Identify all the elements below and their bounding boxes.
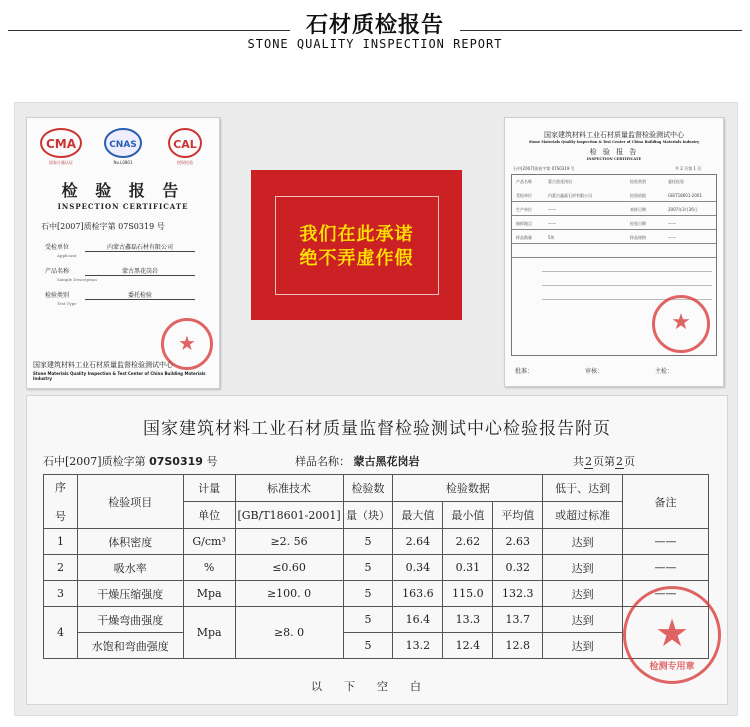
cover-subtitle: INSPECTION CERTIFICATE xyxy=(57,202,189,211)
cma-logo-icon: CMA 国家计量认证 xyxy=(39,126,83,166)
signature-review: 审核： xyxy=(585,368,604,375)
appendix-report-number: 石中[2007]质检字第 07S0319 号 xyxy=(43,455,218,468)
results-table xyxy=(43,474,709,659)
svg-text:CAL: CAL xyxy=(173,138,197,151)
svg-text:CMA: CMA xyxy=(45,137,77,151)
header-seq: 序 号 xyxy=(44,475,78,529)
certification-logos xyxy=(39,126,209,168)
header-std-bottom: [GB/T18601-2001] xyxy=(235,502,343,529)
appendix-title: 国家建筑材料工业石材质量监督检验测试中心检验报告附页 xyxy=(143,419,611,439)
cover-stamp-icon: ★ xyxy=(161,318,213,370)
cal-logo-icon: CAL 授权检验 xyxy=(163,126,207,166)
first-page-org: 国家建筑材料工业石材质量监督检验测试中心 xyxy=(544,131,684,139)
header-data: 检验数据 xyxy=(393,475,543,502)
table-row: 水饱和弯曲强度 5 13.2 12.4 12.8 达到 xyxy=(44,633,709,659)
cnas-logo-icon: CNAS No.L0801 xyxy=(101,126,145,166)
first-page-report-number: 石中[2007]质检字第 07S0319 号 xyxy=(513,166,575,171)
header-unit-top: 计量 xyxy=(183,475,235,502)
cover-row-sample: 产品名称 蒙古黑花岗岩 Sample Description xyxy=(45,266,195,282)
cover-row-test-type: 检验类别 委托检验 Test Type xyxy=(45,290,195,306)
signature-approve: 批准： xyxy=(515,368,534,375)
appendix-sheet xyxy=(26,395,728,705)
header-max: 最大值 xyxy=(393,502,443,529)
header-min: 最小值 xyxy=(443,502,493,529)
table-header-row-1 xyxy=(44,475,709,502)
signature-inspector: 主检： xyxy=(655,368,674,375)
page-title: 石材质检报告 xyxy=(305,13,444,38)
cover-footer-cn: 国家建筑材料工业石材质量监督检验测试中心 xyxy=(33,361,173,369)
header-item: 检验项目 xyxy=(77,475,183,529)
first-page-org-en: Stone Materials Quality Inspection & Test Center of China Building Materials Industry xyxy=(528,140,700,144)
header-remark: 备注 xyxy=(623,475,709,529)
first-page-subtitle: INSPECTION CERTIFICATE xyxy=(586,157,642,161)
promise-line-2: 绝不弄虚作假 xyxy=(299,248,414,269)
first-page-page-count: 共 2 页第 1 页 xyxy=(675,166,702,171)
header-judge-bottom: 或超过标准 xyxy=(543,502,623,529)
promise-banner xyxy=(251,170,462,320)
cover-title: 检 验 报 告 xyxy=(61,181,185,200)
appendix-end-note: 以下空白 xyxy=(311,680,443,693)
table-row: 1 体积密度 G/cm³ ≥2. 56 5 2.64 2.62 2.63 达到 —— xyxy=(44,529,709,555)
first-page-table: 产品名称 蒙古黑花岗岩 检验类别 委托检验 受检单位 内蒙古鑫磊石材有限公司 检验依据 GB/T18601-2001 生产单位 —— 来样日期 2007年3月26日 抽样地点 —— 检验日期 —— 样品数量 5块 样品规格 —— ★ xyxy=(511,174,717,356)
first-page-stamp-icon: ★ xyxy=(652,295,710,353)
certificate-cover xyxy=(26,117,220,389)
header-unit-bottom: 单位 xyxy=(183,502,235,529)
table-row: 2 吸水率 % ≤0.60 5 0.34 0.31 0.32 达到 —— xyxy=(44,555,709,581)
cover-report-number: 石中[2007]质检字第 07S0319 号 xyxy=(41,222,165,231)
header-count-top: 检验数 xyxy=(343,475,393,502)
svg-text:CNAS: CNAS xyxy=(109,140,137,150)
inspection-stamp-icon: ★ 检测专用章 xyxy=(623,586,721,684)
header-count-bottom: 量（块） xyxy=(343,502,393,529)
cover-row-applicant: 受检单位 内蒙古鑫磊石材有限公司 Applicant xyxy=(45,242,195,258)
page-header xyxy=(0,0,750,70)
appendix-page-count: 共2页第2页 xyxy=(573,455,635,468)
first-page-title: 检 验 报 告 xyxy=(589,148,639,156)
header-avg: 平均值 xyxy=(493,502,543,529)
promise-line-1: 我们在此承诺 xyxy=(299,224,414,245)
appendix-sample-name: 样品名称： 蒙古黑花岗岩 xyxy=(295,455,420,468)
table-row: 3 干燥压缩强度 Mpa ≥100. 0 5 163.6 115.0 132.3 达到 —— xyxy=(44,581,709,607)
header-std-top: 标准技术 xyxy=(235,475,343,502)
table-row: 4 干燥弯曲强度 Mpa ≥8. 0 5 16.4 13.3 13.7 达到 xyxy=(44,607,709,633)
certificate-first-page xyxy=(504,117,724,387)
page-subtitle: STONE QUALITY INSPECTION REPORT xyxy=(247,37,503,51)
cover-footer-en: Stone Materials Quality Inspection & Test Center of China Building Materials Industry xyxy=(33,371,206,381)
header-judge-top: 低于、达到 xyxy=(543,475,623,502)
